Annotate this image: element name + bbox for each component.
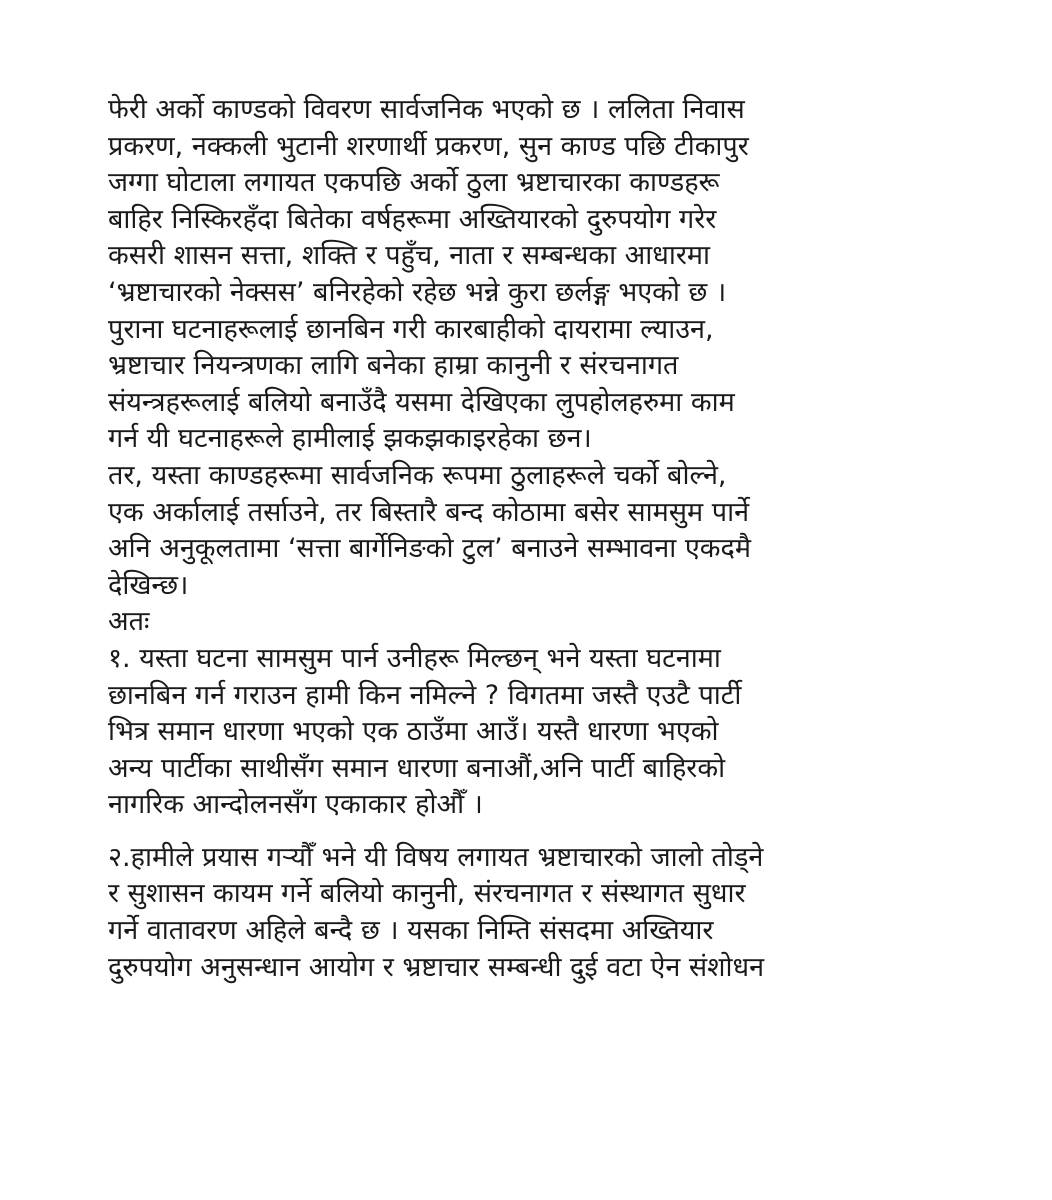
text-line: पुराना घटनाहरूलाई छानबिन गरी कारबाहीको दायरामा ल्याउन,	[108, 313, 714, 345]
text-line: र सुशासन कायम गर्ने बलियो कानुनी, संरचनागत र संस्थागत सुधार	[108, 878, 746, 910]
section-heading: अतः	[108, 606, 150, 638]
text-line: जग्गा घोटाला लगायत एकपछि अर्को ठुला भ्रष्टाचारका काण्डहरू	[108, 167, 720, 199]
paragraph-2	[108, 458, 988, 604]
paragraph-gap	[108, 824, 988, 840]
text-line: अन्य पार्टीका साथीसँग समान धारणा बनाऔं,अनि पार्टी बाहिरको	[108, 752, 726, 784]
article-text	[108, 92, 988, 986]
text-line: भित्र समान धारणा भएको एक ठाउँमा आउँ। यस्तै धारणा भएको	[108, 716, 719, 748]
text-line: संयन्त्रहरूलाई बलियो बनाउँदै यसमा देखिएका लुपहोलहरुमा काम	[108, 386, 735, 418]
text-line: १. यस्ता घटना सामसुम पार्न उनीहरू मिल्छन् भने यस्ता घटनामा	[108, 642, 721, 674]
text-line: भ्रष्टाचार नियन्त्रणका लागि बनेका हाम्रा कानुनी र संरचनागत	[108, 350, 679, 382]
text-line: बाहिर निस्किरहँदा बितेका वर्षहरूमा अख्तियारको दुरुपयोग गरेर	[108, 203, 717, 235]
text-line: २.हामीले प्रयास गर्‍यौँ भने यी विषय लगायत भ्रष्टाचारको जालो तोड्ने	[108, 841, 764, 873]
text-line: गर्न यी घटनाहरूले हामीलाई झकझकाइरहेका छन।	[108, 423, 592, 455]
text-line: कसरी शासन सत्ता, शक्ति र पहुँच, नाता र सम्बन्धका आधारमा	[108, 240, 711, 272]
text-line: नागरिक आन्दोलनसँग एकाकार होऔँ ।	[108, 789, 483, 821]
text-line: गर्ने वातावरण अहिले बन्दै छ । यसका निम्ति संसदमा अख्तियार	[108, 915, 714, 947]
paragraph-1	[108, 92, 988, 458]
text-line: ‘भ्रष्टाचारको नेक्सस’ बनिरहेको रहेछ भन्ने कुरा छर्लङ्ग भएको छ ।	[108, 276, 727, 308]
point-2	[108, 840, 988, 986]
text-line: फेरी अर्को काण्डको विवरण सार्वजनिक भएको छ । ललिता निवास	[108, 94, 745, 125]
text-line: तर, यस्ता काण्डहरूमा सार्वजनिक रूपमा ठुलाहरूले चर्को बोल्ने,	[108, 459, 727, 491]
text-line: देखिन्छ।	[108, 569, 189, 601]
text-line: एक अर्कालाई तर्साउने, तर बिस्तारै बन्द कोठामा बसेर सामसुम पार्ने	[108, 496, 750, 528]
text-line: दुरुपयोग अनुसन्धान आयोग र भ्रष्टाचार सम्बन्धी दुई वटा ऐन संशोधन	[108, 951, 765, 983]
point-1	[108, 641, 988, 824]
text-line: अनि अनुकूलतामा ‘सत्ता बार्गेनिङको टुल’ बनाउने सम्भावना एकदमै	[108, 533, 751, 565]
text-line: छानबिन गर्न गराउन हामी किन नमिल्ने ? विगतमा जस्तै एउटै पार्टी	[108, 679, 742, 711]
text-line: प्रकरण, नक्कली भुटानी शरणार्थी प्रकरण, सुन काण्ड पछि टीकापुर	[108, 130, 749, 162]
